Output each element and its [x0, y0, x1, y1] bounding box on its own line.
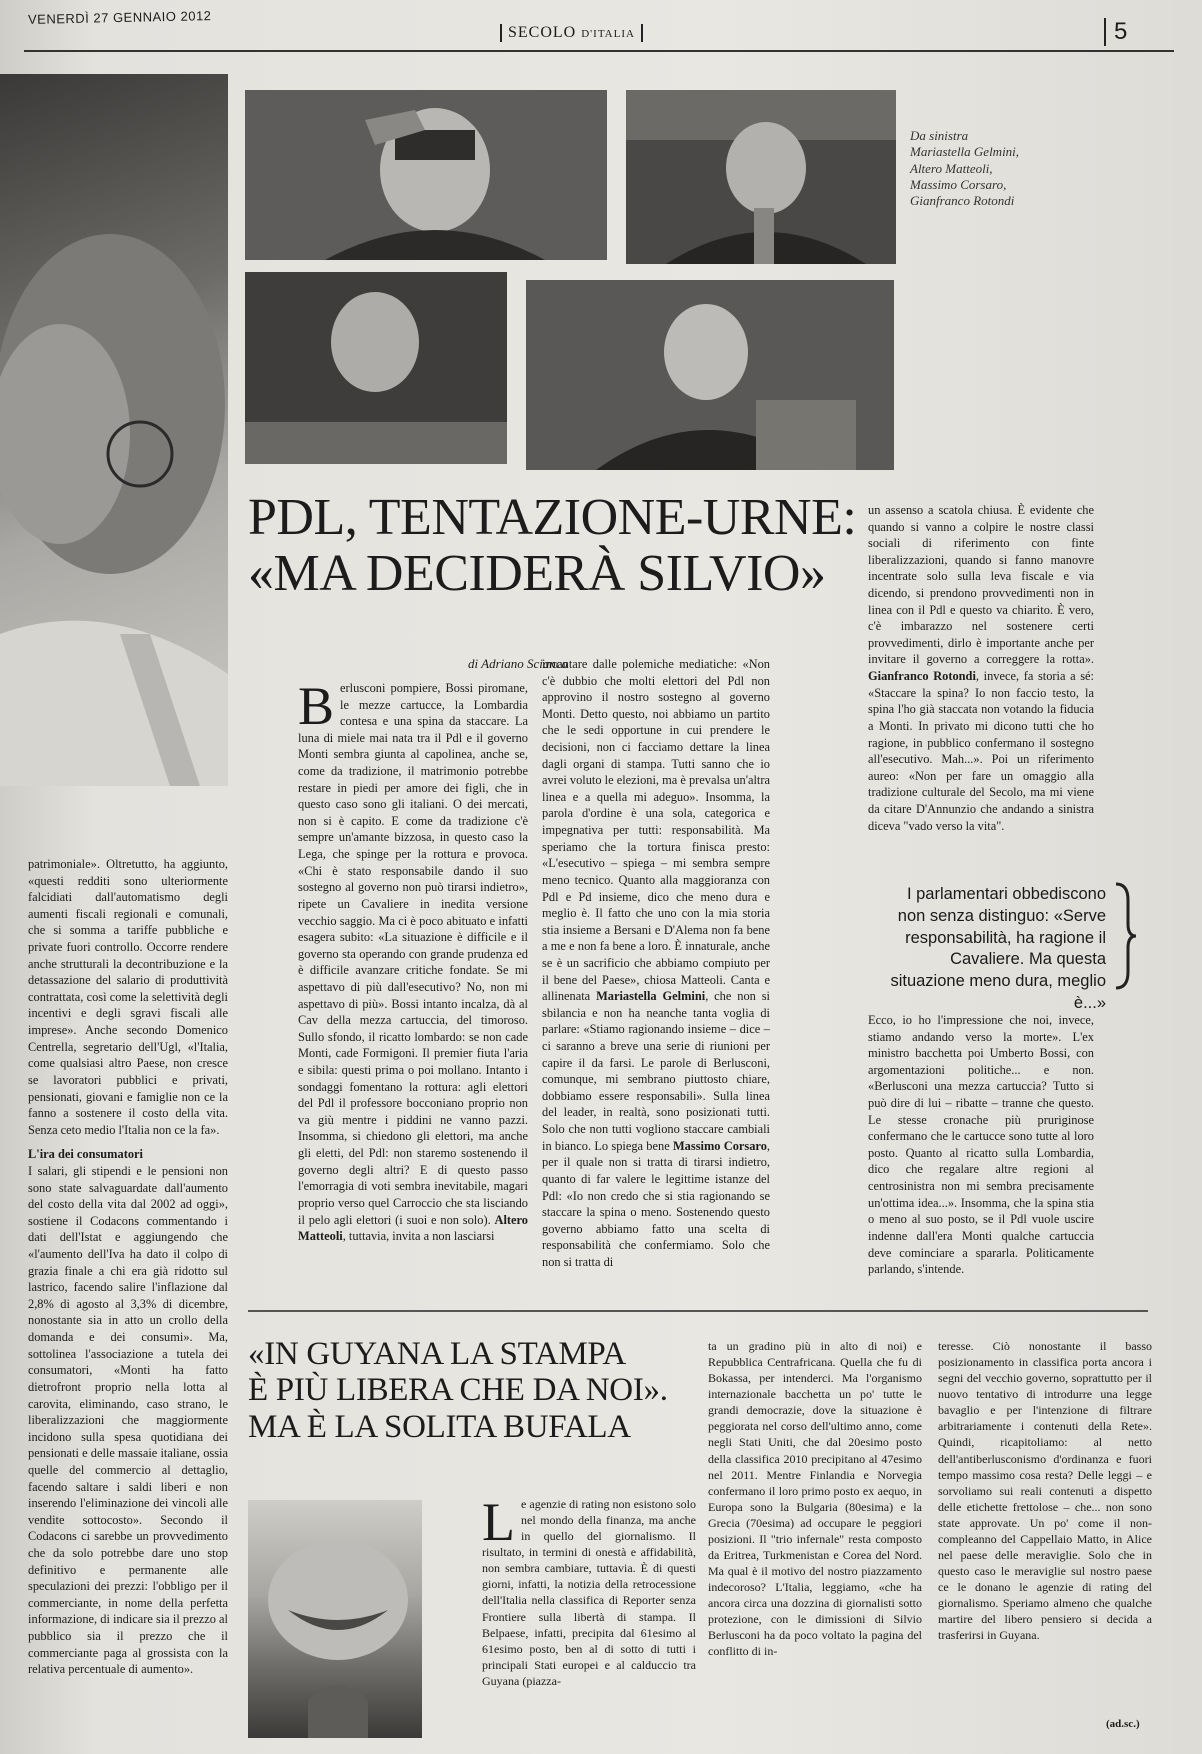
article-column-2 — [298, 676, 528, 1276]
article-column-4-continued — [868, 1012, 1094, 1278]
caption-line: Massimo Corsaro, — [910, 176, 1007, 192]
photo-gelmini — [245, 90, 607, 260]
article2-column-2 — [708, 1338, 922, 1738]
photo-rotondi-illustration — [526, 280, 894, 470]
article2-column-1 — [482, 1492, 696, 1736]
drop-cap: B — [298, 676, 335, 736]
column-text: teresse. Ciò nonostante il basso posizionamento in classifica porta ancora i segni del vecchio governo, soprattutto per il nuovo tentativo di introdurre una legge bavaglio e per l'intenzione di filtrare arbitrariamente i contenuti della Rete». Quindi, ricapitoliamo: al netto dell'antiberlusconismo d'ordinanza e fuori tempo massimo cosa resta? Delle leggi – e sorvoliamo sui reali contenuti a dispetto delle etichette frettolose – che... non sono state approvate. Un po' come il non-compleanno del Cappellaio Matto, in Alice nel paese delle meraviglie. Solo che in questo caso le meraviglie sul nostro paese ce le donano le agenzie di rating del giornalismo. Speriamo almeno che qualche martire del libero pensiero si decida a trasferirsi in Guyana. — [938, 1339, 1152, 1643]
photo-corsaro-illustration — [245, 272, 507, 464]
column-text: , che non si sbilancia e non ha neanche tanta voglia di parlare: «Stiamo ragionando insieme – dice – ci saranno a breve una serie di riunioni per capire il da farsi. Le parole di Berlusconi, comunque, mi sembrano piuttosto chiare, dobbiamo essere responsabili». Sulla linea del leader, in realtà, sono posizionati tutti. Solo che non tutti vogliono staccare cambiali in bianco. Lo spiega bene — [542, 989, 770, 1153]
column-text: Ecco, io ho l'impressione che noi, invece, stiamo andando verso la morte». L'ex ministro bacchetta poi Umberto Bossi, con argomentazioni politiche... e non. «Berlusconi una mezza cartuccia? Tutto si può dire di lui – ribatte – tranne che questo. Le stesse cronache più pruriginose confermano che le cartucce sono tutte al loro posto. Quanto al ricatto sulla Lombardia, dico che regalare altre regioni al centrosinistra non mi sembra precisamente un'ottima idea...». Insomma, che la spina stia o meno al suo posto, se il Pdl vuole uscire indenne dall'era Monti qualche cartuccia deve cominciare a spararla. Politicamente parlando, s'intende. — [868, 1013, 1094, 1277]
person-name: Gianfranco Rotondi — [868, 669, 976, 684]
column-text: erlusconi pompiere, Bossi piromane, le mezze cartucce, la Lombardia contesa e una spina da staccare. La luna di miele mai nata tra il Pdl e il governo Monti sembra giunta al capolinea, anche se, come da tradizione, il matrimonio potrebbe restare in piedi per amore dei figli, che in questo caso sono gli italiani. O dei mercati, non si è capito. E come da tradizione c'è sempre un'amante bizzosa, in questo caso la Lega, che spinge per la rottura e provoca. «Chi è stato responsabile dando il suo sostegno al governo non può tirarsi indietro», ripete un Cavaliere in inedita versione vecchio saggio. Ma ci è poco abituato e infatti esagera subito: «La situazione è difficile e il governo sta operando con grande prudenza ed è difficile avanzare critiche fondate. Se mi aspettavo di più dall'esecutivo? No, non mi aspettavo di più». Bossi intanto incalza, dà al Cav della mezza cartuccia, del timoroso. Sullo sfondo, il ricatto lombardo: se non cade Monti, cade Formigoni. Il premier fiuta l'aria e sibila: questi prima o poi mollano. Intanto i sondaggi fomentano la rottura: agli elettori del Pdl il professore bocconiano proprio non va giù mentre i piddini ne vanno pazzi. Insomma, si chiedono gli elettori, ma anche gli eletti, del Pdl: non staremo sostenendo il governo degli altri? E di questo passo l'emorragia di voti sembra inevitabile, magari proprio verso quel Carroccio che sta lisciando il pelo agli elettori (i suoi e non solo). — [298, 681, 528, 1227]
column-text: un assenso a scatola chiusa. È evidente che quando si vanno a colpire le nostre classi sociali di riferimento con finte liberalizzazioni, quando si fanno manovre incentrate solo sulla leva fiscale e via dicendo, si prendono provvedimenti non in linea con il Pdl e questo va chiarito. È vero, c'è imbarazzo nel sostenere certi provvedimenti, dirlo è importante anche per invitare il governo a correggere la rotta». — [868, 503, 1094, 667]
photo-caption — [910, 128, 1070, 209]
brace-ornament — [1112, 880, 1138, 992]
caption-line: Da sinistra — [910, 128, 969, 143]
column-text: I salari, gli stipendi e le pensioni non sono state salvaguardate dall'aumento del costo della vita dal 2002 ad oggi», sostiene il Codacons commentando i dati dell'Istat e aggiungendo che «l'aumento dell'Iva ha dato il colpo di grazia finale a chi era già ridotto sul lastrico, facendo salire l'inflazione dal 2,8% di agosto al 3,3% di dicembre, nonostante sia in atto un crollo della domanda e dei consumi». Ma, sottolinea l'associazione a tutela dei consumatori, «Monti ha fatto dietrofront proprio nella lotta al carovita, eliminando, caso strano, le liberalizzazioni che maggiormente incidono sulla spesa quotidiana dei pensionati e delle massaie italiane, ossia quelle del commercio al dettaglio, facendo saltare i saldi liberi e non inserendo l'eliminazione dei vincoli alle vendite sottocosto». Secondo il Codacons ci sarebbe un provvedimento che da solo potrebbe dare uno stop definitivo e permanente alle speculazioni dei prezzi: l'obbligo per il commerciante, in nome della perfetta informazione, di indicare sia il prezzo al pubblico sia il prezzo che il commerciante paga al grossista con la relativa percentuale di aumento». — [28, 1163, 228, 1677]
photo-gelmini-illustration — [245, 90, 607, 260]
headline-line-3: MA È LA SOLITA BUFALA — [248, 1408, 631, 1445]
photo-mouth-closeup — [248, 1500, 422, 1738]
newspaper-name-suffix: D'ITALIA — [581, 28, 635, 40]
photo-matteoli — [626, 90, 896, 264]
column-text: , tuttavia, invita a non lasciarsi — [342, 1229, 495, 1244]
drop-cap: L — [482, 1492, 515, 1552]
column-text: incantare dalle polemiche mediatiche: «Non c'è dubbio che molti elettori del Pdl non approvino il nostro sostegno al governo Monti. Detto questo, noi abbiamo un partito che le sedi opportune in cui prendere le decisioni, non ci facciamo dettare la linea dagli organi di stampa. Tutti sanno che io avrei voluto le elezioni, ma è prevalsa un'altra linea e a quella mi adeguo». Insomma, la parola d'ordine è una sola, categorica e impegnativa per tutti: responsabilità. Ma speriamo che la tortura finisca presto: «L'esecutivo – spiega – mi sembra sempre meno tecnico. Quanto alla maggioranza con Pdl e Pd insieme, dico che meno dura e meglio è. Il fatto che uno con la mia storia stia insieme a Bersani e D'Alema non fa bene a me e non fa bene a loro. È innaturale, anche se è un sacrificio che abbiamo compiuto per il bene del Paese», chiosa Matteoli. Canta e allinenata — [542, 657, 770, 1004]
newspaper-name: SECOLO — [508, 24, 577, 41]
column-text: , per il quale non si tratta di tirarsi indietro, quanto di far valere le legittime istanze del Pdl: «Io non credo che si stia ragionando se staccare la spina o meno. Sostenendo questo governo abbiamo fatto una scelta di responsabilità che confermiamo. Solo che non si tratta di — [542, 1138, 770, 1269]
subheading: L'ira dei consumatori — [28, 1147, 143, 1162]
author-signature: (ad.sc.) — [1106, 1718, 1140, 1730]
issue-date: VENERDÌ 27 GENNAIO 2012 — [27, 8, 212, 27]
left-column-text — [28, 856, 228, 1677]
photo-corsaro — [245, 272, 507, 464]
article2-headline — [248, 1336, 668, 1445]
portrait-illustration — [0, 74, 228, 786]
person-name: Massimo Corsaro — [672, 1138, 767, 1153]
photo-matteoli-illustration — [626, 90, 896, 264]
article-headline — [248, 490, 878, 602]
headline-line-2: «MA DECIDERÀ SILVIO» — [248, 545, 826, 603]
header-rule — [24, 50, 1174, 52]
caption-line: Gianfranco Rotondi — [910, 193, 1015, 208]
article-column-4 — [868, 502, 1094, 846]
headline-line-2: È PIÙ LIBERA CHE DA NOI». — [248, 1372, 668, 1409]
pull-quote: I parlamentari obbediscono non senza distinguo: «Serve responsabilità, ha ragione il Cavaliere. Ma questa situazione meno dura, meglio è...» — [890, 885, 1106, 1012]
page-number: 5 — [1104, 18, 1127, 46]
column-text: , invece, fa storia a sé: «Staccare la spina? Io non faccio testo, la spina l'ho già staccata non votando la fiducia a Monti. In privato mi dicono tutti che ho ragione, in pubblico confermano il sostegno all'esecutivo. Mah...». Poi un riferimento aureo: «Non per fare un omaggio alla tradizione culturale del Secolo, ma mi viene da citare D'Annunzio che andando a sinistra diceva "vado verso la vita". — [868, 669, 1094, 833]
column-text: patrimoniale». Oltretutto, ha aggiunto, «questi redditi sono ulteriormente falcidiati dall'automatismo degli aumenti fiscali regionali e comunali, che si somma a tariffe pubbliche e private fuori controllo. Occorre rendere anche strutturali la decontribuzione e la detassazione del salario di produttività contrattata, così come la selettività degli incentivi e degli sgravi fiscali alle imprese». Anche secondo Domenico Centrella, segretario dell'Ugl, «l'Italia, come qualsiasi altro Paese, non cresce se lavoratori pubblici e privati, pensionati, giovani e famiglie non ce la fanno a sostenere il costo della vita. Senza ceto medio l'Italia non ce la fa». — [28, 857, 228, 1137]
byline: di Adriano Scianca — [468, 656, 569, 671]
person-name: Altero Matteoli — [298, 1212, 528, 1244]
article2-column-3 — [938, 1338, 1152, 1718]
article-column-3 — [542, 656, 770, 1276]
section-separator — [248, 1310, 1148, 1312]
person-name: Mariastella Gelmini — [596, 989, 706, 1004]
newspaper-title — [500, 24, 643, 42]
photo-guyana-illustration — [248, 1500, 422, 1738]
photo-rotondi — [526, 280, 894, 470]
caption-line: Mariastella Gelmini, — [910, 144, 1020, 160]
headline-line-1: PDL, TENTAZIONE-URNE: — [248, 489, 857, 546]
photo-bossi-portrait — [0, 74, 228, 786]
caption-line: Altero Matteoli, — [910, 160, 993, 176]
column-text: ta un gradino più in alto di noi) e Repubblica Centrafricana. Quella che fu di Bokassa, per intenderci. Ma l'organismo internazionale bacchetta un po' tutte le grandi democrazie, dove la situazione è peggiorata nel corso dell'ultimo anno, come negli Stati Uniti, che dal 20esimo posto della classifica 2010 precipitano al 47esimo nel 2011. Mentre Finlandia e Norvegia confermano il loro primo posto ex aequo, in Europa sono la Bulgaria (80esima) e la Grecia (70esima) ad occupare le peggiori posizioni. Il "trio infernale" resta composto da Eritrea, Turkmenistan e Corea del Nord. Ma qual è il motivo del nostro piazzamento indecoroso? L'Italia, leggiamo, «che ha ancora circa una dozzina di giornalisti sotto protezione, con le dimissioni di Silvio Berlusconi ha da poco voltato la pagina del conflitto di in- — [708, 1339, 922, 1659]
column-text: e agenzie di rating non esistono solo nel mondo della finanza, ma anche in quello del giornalismo. Il risultato, in termini di onestà e affidabilità, non sembra cambiare, tuttavia. È di questi giorni, infatti, la notizia della retrocessione dell'Italia nella classifica di Reporter senza Frontiere sulla libertà di stampa. Il Belpaese, infatti, precipita dal 61esimo al 61esimo posto, ben al di sotto di tutti i principali Stati europei e al calduccio tra Guyana (piazza- — [482, 1497, 696, 1688]
headline-line-1: «IN GUYANA LA STAMPA — [248, 1336, 626, 1372]
brace-icon — [1112, 880, 1138, 992]
